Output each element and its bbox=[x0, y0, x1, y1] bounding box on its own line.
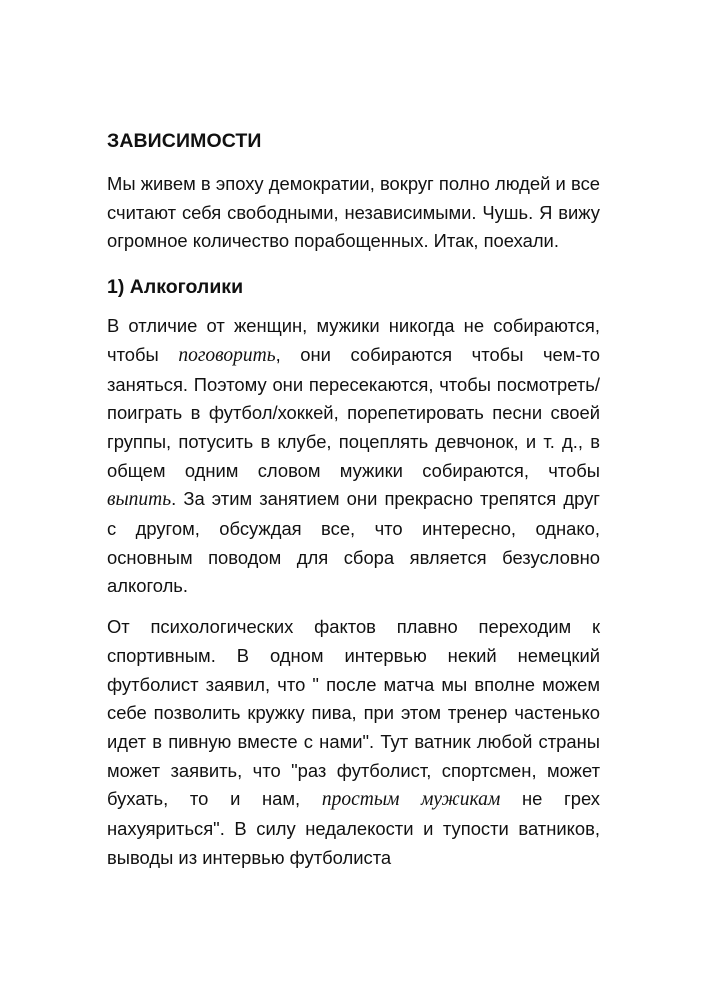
paragraph-2-text-b: не грех нахуяриться". В силу недалекости и тупости ватников, выводы из интервью футболиста bbox=[107, 788, 601, 868]
paragraph-1 bbox=[107, 312, 600, 601]
paragraph-1-emphasis-1: поговорить bbox=[178, 344, 276, 366]
intro-paragraph: Мы живем в эпоху демократии, вокруг полно людей и все считают себя свободными, независимыми. Чушь. Я вижу огромное количество порабощенных. Итак, поехали. bbox=[107, 173, 600, 252]
paragraph-1-emphasis-2: выпить bbox=[107, 489, 172, 511]
paragraph-1-text-b: , они собираются чтобы чем-то заняться. Поэтому они пересекаются, чтобы посмотреть/поиграть в футбол/хоккей, порепетировать песни своей группы, потусить в клубе, поцеплять девчонок, и т. д., в общем одним словом мужики собираются, чтобы bbox=[107, 343, 601, 481]
paragraph-1-text-c: . За этим занятием они прекрасно трепятся друг с другом, обсуждая все, что интересно, однако, основным поводом для сбора является безусловно алкоголь. bbox=[107, 488, 600, 597]
document-body bbox=[107, 126, 600, 872]
paragraph-2-emphasis-1: простым мужикам bbox=[321, 789, 501, 811]
section-title: 1) Алкоголики bbox=[107, 276, 244, 299]
paragraph-2 bbox=[107, 613, 600, 872]
paragraph-1-text-a: В отличие от женщин, мужики никогда не собираются, чтобы bbox=[107, 315, 600, 365]
chapter-heading: ЗАВИСИМОСТИ bbox=[107, 130, 262, 152]
paragraph-2-text-a: От психологических фактов плавно переходим к спортивным. В одном интервью некий немецкий футболист заявил, что " после матча мы вполне можем себе позволить кружку пива, при этом тренер частенько идет в пивную вместе с нами". Тут ватник любой страны может заявить, что "раз футболист, спортсмен, может бухать, то и нам, bbox=[107, 616, 600, 810]
